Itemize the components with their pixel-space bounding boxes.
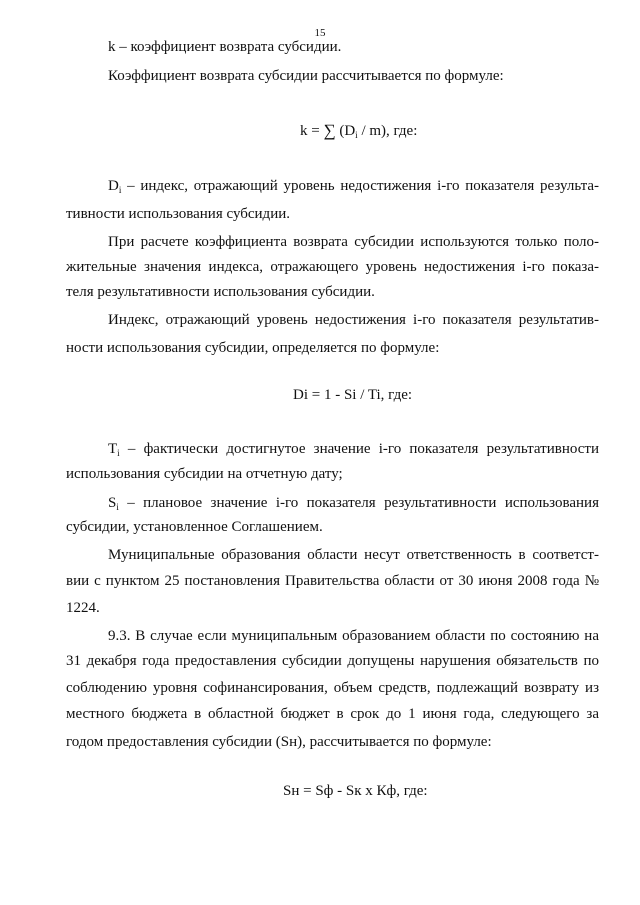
formula-k-pre: k = (300, 123, 324, 139)
formula-di: Di = 1 - Si / Ti, где: (293, 387, 413, 403)
di-line1-rest: – индекс, отражающий уровень недостижения i-го показателя результа- (121, 178, 599, 194)
ti-lead: T (108, 441, 118, 457)
ti-definition-line2: использования субсидии на отчетную дату; (66, 466, 343, 482)
formula-k-subscript: i (355, 130, 358, 140)
section-9-3-line1: 9.3. В случае если муниципальным образованием области по состоянию на (108, 628, 599, 644)
formula-k-post: / m), где: (357, 123, 418, 139)
si-definition-line1 (108, 494, 599, 512)
calc-paragraph-line1: При расчете коэффициента возврата субсидии используются только поло- (108, 234, 599, 250)
si-subscript: i (116, 502, 119, 512)
index-paragraph-line2: ности использования субсидии, определяется по формуле: (66, 340, 440, 356)
si-lead: S (108, 495, 117, 511)
section-9-3-line4: местного бюджета в областной бюджет в срок до 1 июня года, следующего за (66, 706, 599, 722)
k-definition: k – коэффициент возврата субсидии. (108, 39, 342, 55)
si-line1-rest: – плановое значение i-го показателя результативности использования (118, 495, 599, 511)
di-definition-line1 (108, 177, 599, 195)
di-lead: D (108, 178, 119, 194)
sigma-symbol: ∑ (323, 121, 336, 140)
formula-k (300, 122, 417, 140)
responsibility-paragraph-line2: вии с пунктом 25 постановления Правительства области от 30 июня 2008 года № (66, 573, 599, 589)
section-9-3-line5: годом предоставления субсидии (Sн), рассчитывается по формуле: (66, 734, 492, 750)
section-9-3-line2: 31 декабря года предоставления субсидии допущены нарушения обязательств по (66, 653, 599, 669)
ti-line1-rest: – фактически достигнутое значение i-го показателя результативности (119, 441, 599, 457)
section-9-3-line3: соблюдению уровня софинансирования, объем средств, подлежащий возврату из (66, 680, 599, 696)
page-number: 15 (314, 27, 326, 39)
di-definition-line2: тивности использования субсидии. (66, 206, 290, 222)
formula-sn: Sн = Sф - Sк х Кф, где: (283, 783, 428, 799)
responsibility-paragraph-line3: 1224. (66, 600, 100, 616)
si-definition-line2: субсидии, установленное Соглашением. (66, 519, 323, 535)
formula-k-d: (D (335, 123, 356, 139)
calc-paragraph-line2: жительные значения индекса, отражающего уровень недостижения i-го показа- (66, 259, 599, 275)
di-subscript: i (118, 185, 122, 195)
responsibility-paragraph-line1: Муниципальные образования области несут ответственность в соответст- (108, 547, 599, 563)
k-formula-intro: Коэффициент возврата субсидии рассчитывается по формуле: (108, 68, 504, 84)
ti-subscript: i (117, 448, 120, 458)
ti-definition-line1 (108, 440, 599, 458)
index-paragraph-line1: Индекс, отражающий уровень недостижения i-го показателя результатив- (108, 312, 599, 328)
calc-paragraph-line3: теля результативности использования субсидии. (66, 284, 375, 300)
